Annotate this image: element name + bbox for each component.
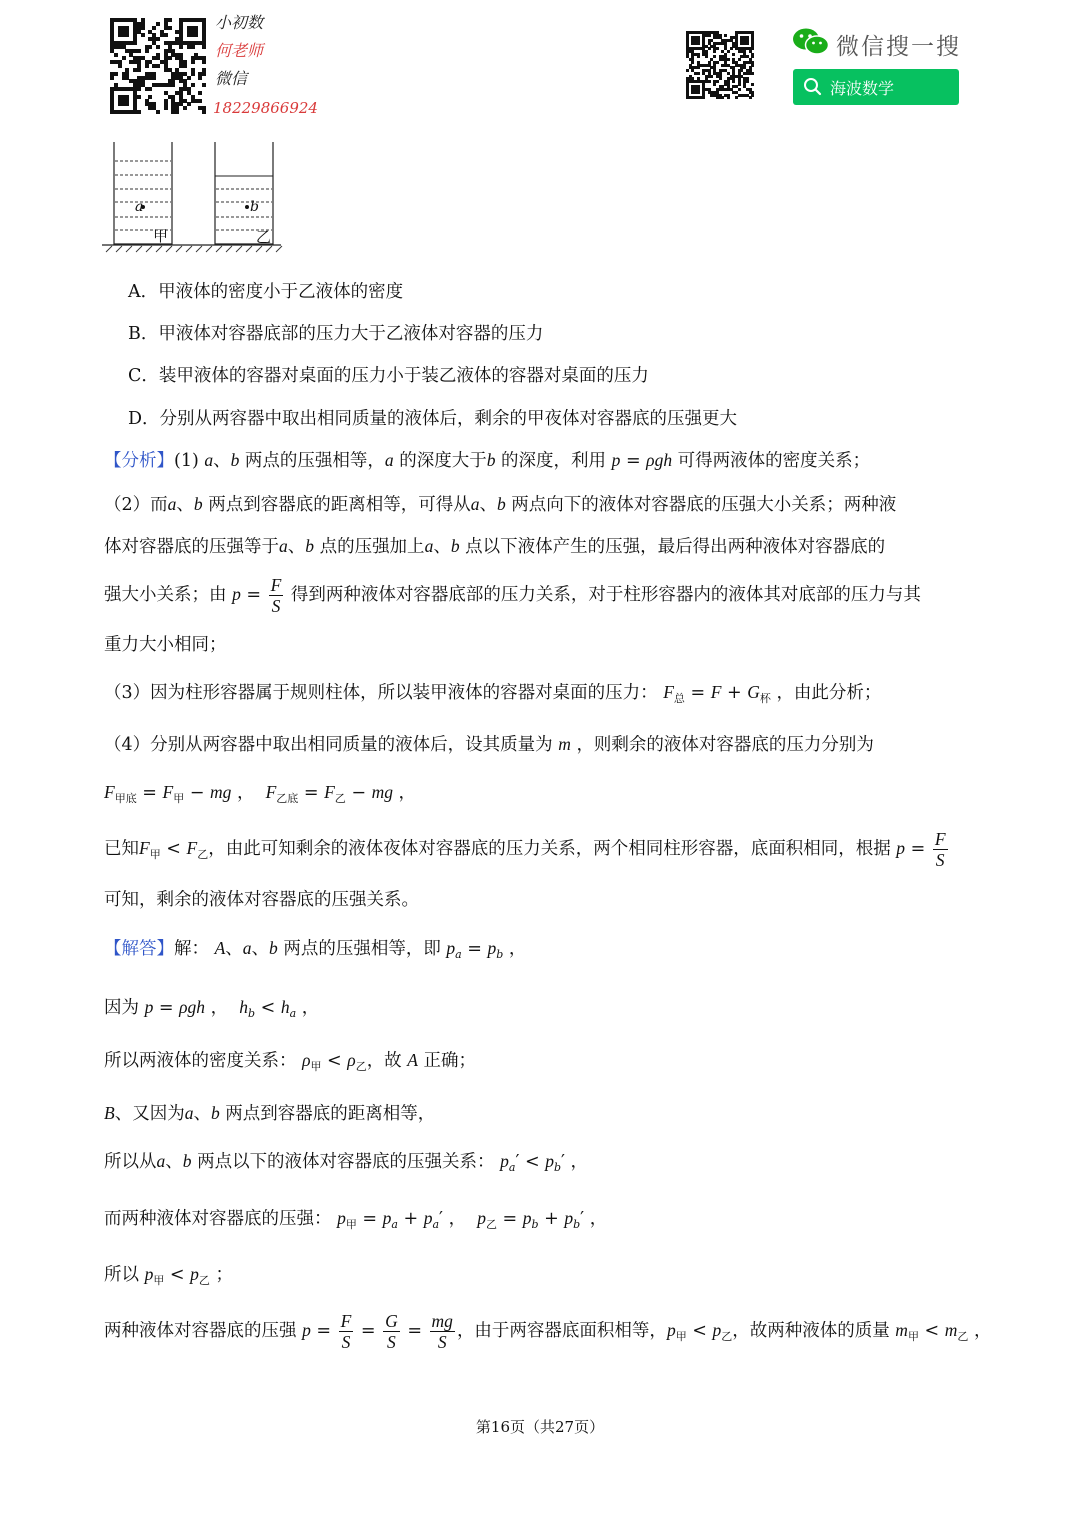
- contact-line-3: 微信: [215, 69, 248, 88]
- answer-line-1: 【解答】解： A、a、b 两点的压强相等，即 $p_a = p_b$ ，: [104, 938, 527, 961]
- analysis-line-5: 重力大小相同；: [104, 635, 227, 655]
- page-footer: 第16页（共27页）: [475, 1418, 605, 1436]
- analysis-line-9: 已知$F_甲 < F_乙$，由此可知剩余的液体夜体对容器底的压力关系，两个相同柱形容器，底面积相同，根据 p = $\frac{F}{S}$: [104, 829, 946, 870]
- answer-line-5: 所以从a、b 两点以下的液体对容器底的压强关系： $p_a' < p_b'$ ，: [104, 1151, 589, 1174]
- analysis-tag: 【分析】: [104, 451, 174, 471]
- qr-code-left: [110, 18, 206, 114]
- wechat-search-button[interactable]: [793, 69, 959, 105]
- option-d: D．分别从两容器中取出相同质量的液体后，剩余的甲夜体对容器底的压强更大: [128, 409, 738, 429]
- analysis-line-10: 可知，剩余的液体对容器底的压强关系。: [104, 890, 419, 910]
- wechat-logo-icon: [792, 27, 830, 57]
- answer-line-4: B、又因为a、b 两点到容器底的距离相等，: [104, 1103, 436, 1124]
- fraction-f-over-s: $\frac{F}{S}$: [270, 575, 282, 616]
- option-c: C．装甲液体的容器对桌面的压力小于装乙液体的容器对桌面的压力: [128, 366, 649, 386]
- answer-line-7: 所以 $p_甲 < p_乙$ ；: [104, 1264, 233, 1287]
- container-left-label: 甲: [153, 227, 169, 245]
- analysis-line-8: $F_{甲底} = F_甲$ − mg ， $F_{乙底} = F_乙$ − mg ，: [104, 782, 417, 805]
- option-b: B．甲液体对容器底部的压力大于乙液体对容器的压力: [128, 324, 544, 344]
- answer-line-8: 两种液体对容器底的压强 p = $\frac{F}{S}$ = $\frac{G}{S}$ = $\frac{mg}{S}$ ，由于两容器底面积相等，$p_甲 < p_乙$，故两种液体的质量 $m_甲 < m_乙$ ，: [104, 1311, 992, 1352]
- analysis-line-6: （3）因为柱形容器属于规则柱体，所以装甲液体的容器对桌面的压力： $F_总 = F + G_杯$ ，由此分析；: [104, 682, 882, 705]
- wechat-search-title: 微信搜一搜: [836, 34, 961, 60]
- contact-phone: 18229866924: [213, 99, 318, 117]
- option-a: A．甲液体的密度小于乙液体的密度: [128, 282, 404, 302]
- analysis-line-1: 【分析】(1) a、b 两点的压强相等，a 的深度大于b 的深度，利用 p = ρgh 可得两液体的密度关系；: [104, 450, 871, 471]
- analysis-line-7: （4）分别从两容器中取出相同质量的液体后，设其质量为 m ，则剩余的液体对容器底的压力分别为: [104, 734, 874, 755]
- analysis-line-2: （2）而a、b 两点到容器底的距离相等，可得从a、b 两点向下的液体对容器底的压强大小关系；两种液: [104, 494, 897, 515]
- contact-line-1: 小初数: [215, 13, 264, 32]
- analysis-line-4: 强大小关系；由 p = $\frac{F}{S}$ 得到两种液体对容器底部的压力关系，对于柱形容器内的液体其对底部的压力与其: [104, 575, 921, 616]
- contact-line-2: 何老师: [215, 41, 264, 60]
- analysis-line-3: 体对容器底的压强等于a、b 点的压强加上a、b 点以下液体产生的压强，最后得出两种液体对容器底的: [104, 536, 886, 557]
- point-a-label: a: [135, 199, 144, 215]
- point-b-label: b: [250, 199, 259, 215]
- search-icon: [802, 76, 824, 98]
- answer-line-2: 因为 p = ρgh ， $h_b < h_a$ ，: [104, 997, 320, 1020]
- answer-tag: 【解答】: [104, 939, 174, 959]
- fraction-f-over-s-2: $\frac{F}{S}$: [934, 829, 946, 870]
- container-right-label: 乙: [256, 228, 272, 246]
- answer-line-3: 所以两液体的密度关系： $\rho_甲 < \rho_乙$，故 A 正确；: [104, 1050, 477, 1073]
- answer-line-6: 而两种液体对容器底的压强： $p_甲 = p_a + p_a'$ ， $p_乙 = p_b + p_b'$ ，: [104, 1208, 608, 1231]
- wechat-search-term: 海波数学: [830, 78, 895, 98]
- qr-code-right: [686, 31, 754, 99]
